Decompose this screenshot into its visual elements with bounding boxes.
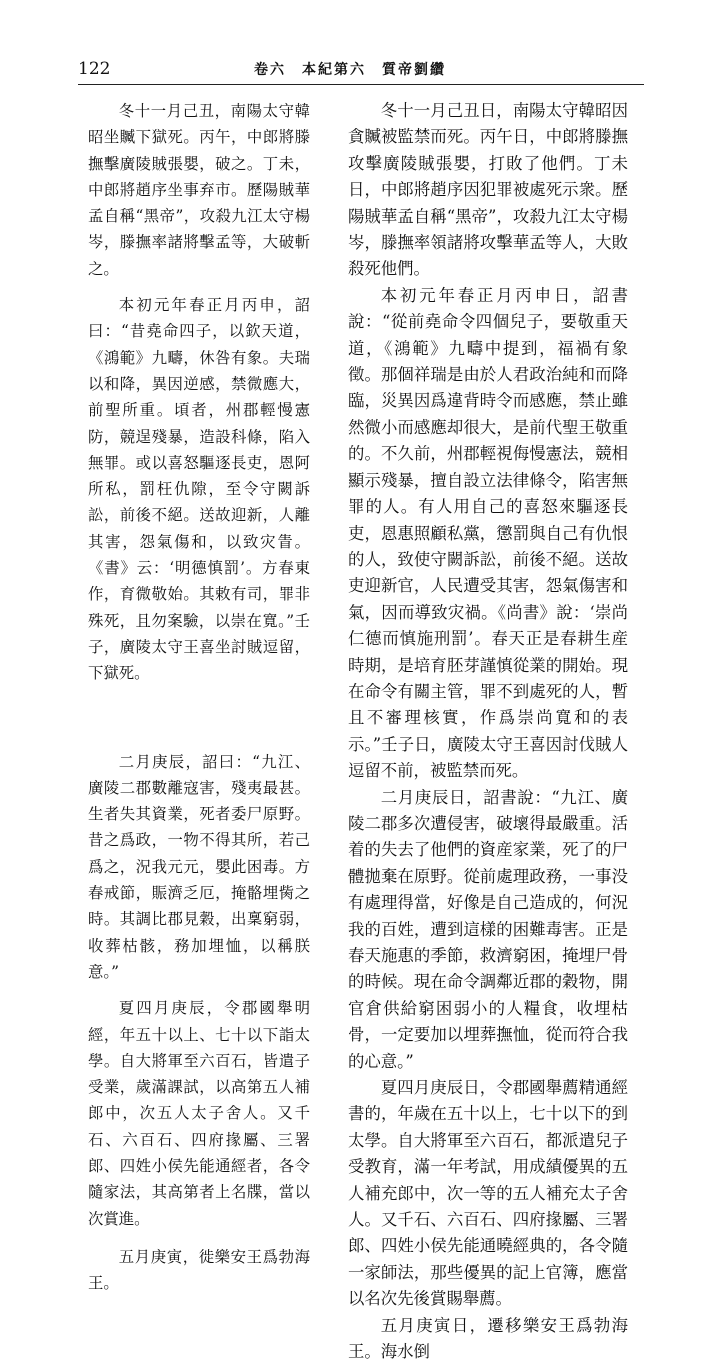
translation-column xyxy=(348,98,628,1366)
original-paragraph: 冬十一月己丑，南陽太守韓昭坐贓下獄死。丙午，中郎將滕撫擊廣陵賊張嬰，破之。丁未，中郎將趙序坐事弃市。歷陽賊華孟自稱“黑帝”，攻殺九江太守楊岑，滕撫率諸將擊孟等，大破斬之。 xyxy=(88,102,310,278)
header-rule xyxy=(78,84,644,85)
original-text-column xyxy=(88,98,310,1296)
translation-paragraph: 冬十一月己丑日，南陽太守韓昭因貪贓被監禁而死。丙午日，中郎將滕撫攻擊廣陵賊張嬰，打敗了他們。丁未日，中郎將趙序因犯罪被處死示衆。歷陽賊華孟自稱“黑帝”，攻殺九江太守楊岑，滕撫率領諸將攻擊華孟等人，大敗殺死他們。 xyxy=(348,101,628,279)
original-paragraph: 五月庚寅，徙樂安王爲勃海王。 xyxy=(88,1247,310,1293)
translation-paragraph: 五月庚寅日，遷移樂安王爲勃海王。海水倒 xyxy=(348,1315,628,1362)
original-paragraph: 本初元年春正月丙申，詔曰：“昔堯命四子，以欽天道，《鴻範》九疇，休咎有象。夫瑞以和降，異因逆感，禁微應大，前聖所重。頃者，州郡輕慢憲防，競逞殘暴，造設科條，陷入無罪。或以喜怒驅逐長吏，恩阿所私，罰枉仇隙，至令守闕訴訟，前後不絕。送故迎新，人離其害，怨氣傷和，以致灾眚。《書》云：‘明德慎罰’。方春東作，育微敬始。其敕有司，罪非殊死，且勿案驗，以崇在寬。”壬子，廣陵太守王喜坐討賊逗留，下獄死。 xyxy=(88,296,310,683)
original-paragraph: 夏四月庚辰，令郡國舉明經，年五十以上、七十以下詣太學。自大將軍至六百石，皆遣子受業，歲滿課試，以高第五人補郎中，次五人太子舍人。又千石、六百石、四府掾屬、三署郎、四姓小侯先能通經者，各令隨家法，其高第者上名牒，當以次賞進。 xyxy=(88,999,310,1228)
running-head: 卷六 本紀第六 質帝劉纘 xyxy=(254,62,446,78)
original-paragraph: 二月庚辰，詔曰：“九江、廣陵二郡數離寇害，殘夷最甚。生者失其資業，死者委尸原野。昔之爲政，一物不得其所，若己爲之，況我元元，嬰此困毒。方春戒節，賑濟乏厄，掩骼埋胔之時。其調比郡見穀，出稟窮弱，收葬枯骸，務加埋恤，以稱朕意。” xyxy=(88,752,310,981)
translation-paragraph: 本初元年春正月丙申日，詔書說：“從前堯命令四個兒子，要敬重天道，《鴻範》九疇中提到，福禍有象徵。那個祥瑞是由於人君政治純和而降臨，災異因爲違背時令而感應，禁止雖然微小而感應却很大，是前代聖王敬重的。不久前，州郡輕視侮慢憲法，競相顯示殘暴，擅自設立法律條令，陷害無罪的人。有人用自己的喜怒來驅逐長吏，恩惠照顧私黨，懲罰與自己有仇恨的人，致使守闕訴訟，前後不絕。送故吏迎新官，人民遭受其害，怨氣傷害和氣，因而導致灾禍。《尚書》說：‘崇尚仁德而慎施刑罰’。春天正是春耕生産時期，是培育胚芽謹慎從業的開始。現在命令有關主管，罪不到處死的人，暫且不審理核實，作爲崇尚寬和的表示。”壬子日，廣陵太守王喜因討伐賊人逗留不前，被監禁而死。 xyxy=(348,285,628,781)
page-number: 122 xyxy=(78,59,111,79)
page-header xyxy=(78,57,644,83)
translation-paragraph: 夏四月庚辰日，令郡國舉薦精通經書的，年歲在五十以上，七十以下的到太學。自大將軍至六百石，都派遣兒子受教育，滿一年考試，用成績優異的五人補充郎中，次一等的五人補充太子舍人。又千石、六百石、四府掾屬、三署郎、四姓小侯先能通曉經典的，各令隨一家師法，那些優異的記上官簿，應當以名次先後賞賜舉薦。 xyxy=(348,1078,628,1309)
translation-paragraph: 二月庚辰日，詔書說：“九江、廣陵二郡多次遭侵害，破壞得最嚴重。活着的失去了他們的資産家業，死了的尸體拋棄在原野。從前處理政務，一事没有處理得當，好像是自己造成的，何況我的百姓，遭到這樣的困難毒害。正是春天施惠的季節，救濟窮困，掩埋尸骨的時候。現在命令調鄰近郡的穀物，開官倉供給窮困弱小的人糧食，收埋枯骨，一定要加以埋葬撫恤，從而符合我的心意。” xyxy=(348,787,628,1071)
